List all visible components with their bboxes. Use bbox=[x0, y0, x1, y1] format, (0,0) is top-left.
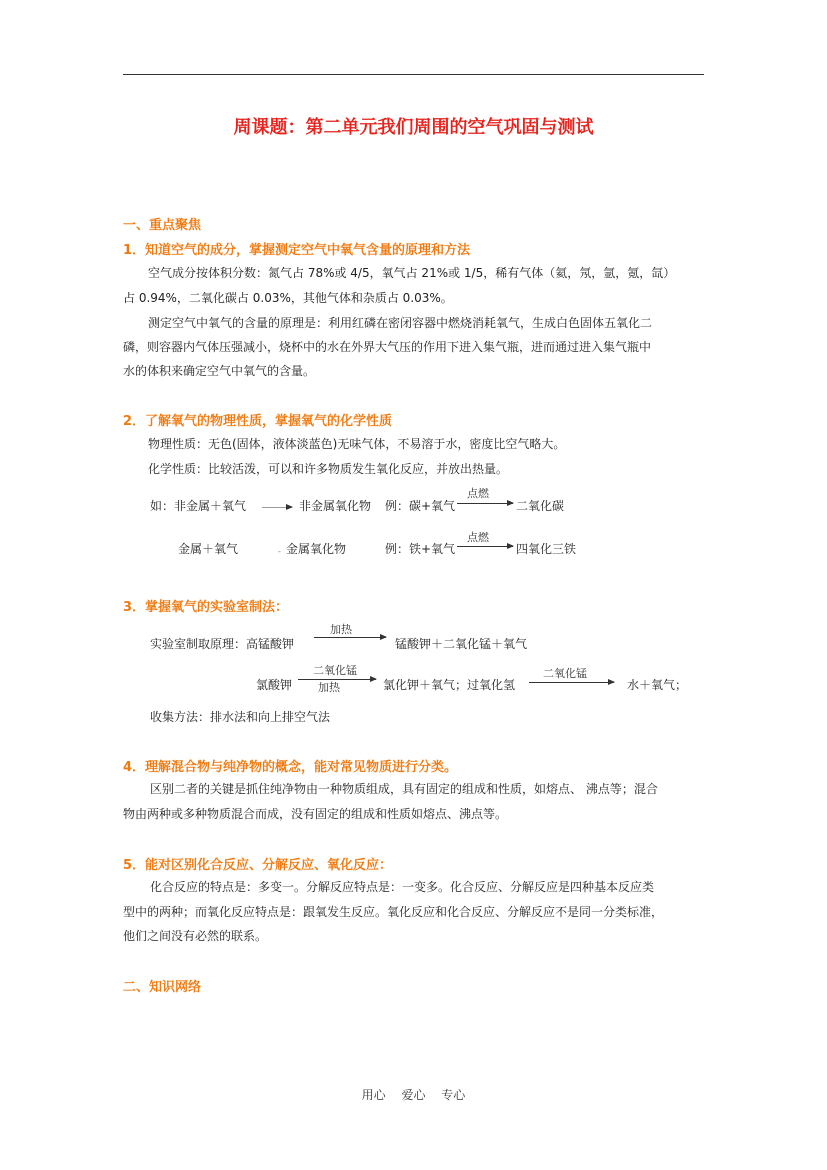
eq2-example-left: 例：铁+氧气 bbox=[385, 542, 456, 556]
item5-line3: 他们之间没有必然的联系。 bbox=[123, 929, 268, 943]
mno2-condition-2: 二氧化锰 bbox=[543, 667, 587, 680]
eq1-example-left: 例：碳+氧气 bbox=[385, 499, 456, 513]
principle-label: 实验室制取原理：高锰酸钾 bbox=[150, 637, 295, 651]
header-rule bbox=[123, 74, 704, 75]
collection-method: 收集方法：排水法和向上排空气法 bbox=[150, 710, 331, 724]
item3-heading: 3．掌握氧气的实验室制法： bbox=[123, 600, 289, 615]
eq2-right: 金属氧化物 bbox=[286, 542, 347, 556]
eq1-condition: 点燃 bbox=[467, 487, 489, 500]
item1-para2-line1: 测定空气中氧气的含量的原理是：利用红磷在密闭容器中燃烧消耗氧气，生成白色固体五氧化二 bbox=[148, 316, 653, 330]
page-footer: 用心 爱心 专心 bbox=[361, 1088, 466, 1102]
section2-heading: 二、知识网络 bbox=[123, 980, 202, 995]
kclo3-label: 氯酸钾 bbox=[256, 678, 293, 692]
eq2-arrow-stub: - bbox=[278, 547, 281, 556]
item5-line1: 化合反应的特点是：多变一。分解反应特点是：一变多。化合反应、分解反应是四种基本反应类 bbox=[150, 880, 655, 894]
eq2-condition: 点燃 bbox=[467, 531, 489, 544]
eq2-left: 金属＋氧气 bbox=[178, 542, 239, 556]
item2-heading: 2．了解氧气的物理性质，掌握氧气的化学性质 bbox=[123, 414, 393, 429]
mno2-condition-bottom: 加热 bbox=[318, 681, 340, 694]
section1-heading: 一、重点聚焦 bbox=[123, 218, 202, 233]
eq1-example-arrow bbox=[457, 503, 513, 504]
item4-line2: 物由两种或多种物质混合而成，没有固定的组成和性质如熔点、沸点等。 bbox=[123, 807, 508, 821]
kmno4-arrow bbox=[314, 637, 386, 638]
item1-para2-line3: 水的体积来确定空气中氧气的含量。 bbox=[123, 364, 316, 378]
kmno4-products: 锰酸钾＋二氧化锰＋氧气 bbox=[395, 637, 528, 651]
eq1-arrow bbox=[262, 507, 292, 508]
physical-properties: 物理性质：无色(固体，液体淡蓝色)无味气体，不易溶于水，密度比空气略大。 bbox=[148, 437, 566, 451]
chemical-properties: 化学性质：比较活泼，可以和许多物质发生氧化反应，并放出热量。 bbox=[148, 462, 509, 476]
h2o2-products: 水＋氧气； bbox=[627, 678, 688, 692]
eq1-left: 如：非金属＋氧气 bbox=[150, 499, 247, 513]
item5-heading: 5．能对区别化合反应、分解反应、氧化反应： bbox=[123, 858, 393, 873]
kclo3-products: 氯化钾＋氧气；过氧化氢 bbox=[383, 678, 516, 692]
h2o2-arrow bbox=[529, 682, 614, 683]
eq1-right: 非金属氧化物 bbox=[299, 499, 372, 513]
heat-condition: 加热 bbox=[330, 623, 352, 636]
eq2-example-arrow bbox=[457, 546, 513, 547]
eq2-example-right: 四氧化三铁 bbox=[516, 542, 577, 556]
item4-line1: 区别二者的关键是抓住纯净物由一种物质组成，具有固定的组成和性质，如熔点、 沸点等；混合 bbox=[150, 782, 658, 796]
eq1-example-right: 二氧化碳 bbox=[516, 499, 565, 513]
item1-heading: 1．知道空气的成分，掌握测定空气中氧气含量的原理和方法 bbox=[123, 243, 471, 258]
mno2-condition-top: 二氧化锰 bbox=[313, 664, 357, 677]
page-title: 周课题：第二单元我们周围的空气巩固与测试 bbox=[233, 117, 594, 138]
item1-para1-line2: 占 0.94%，二氧化碳占 0.03%，其他气体和杂质占 0.03%。 bbox=[123, 291, 453, 305]
item1-para2-line2: 磷，则容器内气体压强减小，烧杯中的水在外界大气压的作用下进入集气瓶，进而通过进入集气瓶中 bbox=[123, 340, 652, 354]
item4-heading: 4．理解混合物与纯净物的概念，能对常见物质进行分类。 bbox=[123, 760, 458, 775]
item1-para1-line1: 空气成分按体积分数：氮气占 78%或 4/5，氧气占 21%或 1/5，稀有气体（氦，氖，氩，氪，氙） bbox=[148, 266, 676, 280]
item5-line2: 型中的两种；而氧化反应特点是：跟氧发生反应。氧化反应和化合反应、分解反应不是同一分类标准， bbox=[123, 905, 664, 919]
